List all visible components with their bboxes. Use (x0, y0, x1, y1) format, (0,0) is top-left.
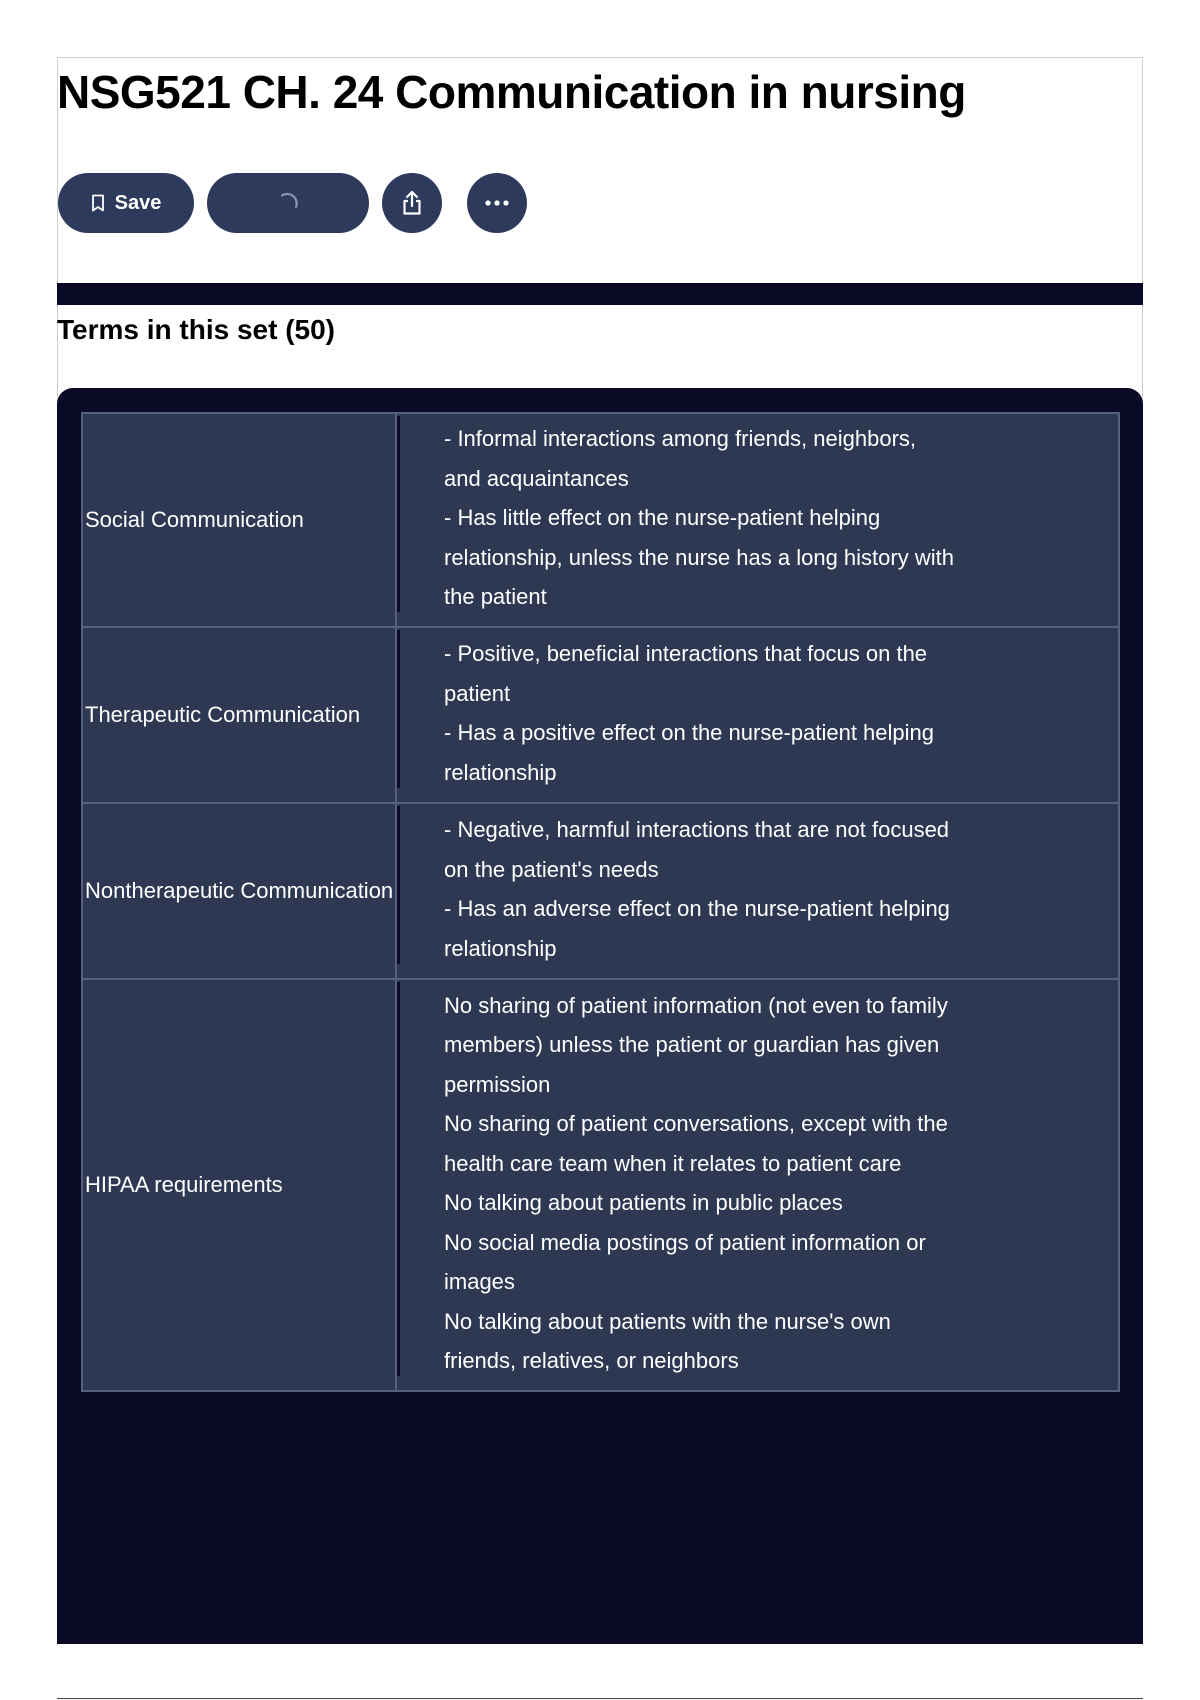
action-toolbar (58, 173, 527, 233)
term-cell: Nontherapeutic Communication (82, 803, 396, 979)
definition-line: - Has a positive effect on the nurse-patient helping (444, 720, 935, 745)
definition-line: No sharing of patient conversations, except with the (444, 1111, 948, 1136)
definition-line: members) unless the patient or guardian has given (444, 1032, 940, 1057)
definition-line: No social media postings of patient information or (444, 1229, 926, 1255)
definition-line: No talking about patients in public places (444, 1190, 843, 1215)
definition-line: relationship (444, 935, 557, 961)
term-cell: Therapeutic Communication (82, 627, 396, 803)
save-button-label: Save (114, 191, 162, 214)
bottom-divider (57, 1698, 1143, 1699)
definition-line: friends, relatives, or neighbors (444, 1348, 739, 1373)
definition-line: images (444, 1269, 515, 1294)
definition-line: the patient (444, 584, 547, 610)
definition-cell (396, 803, 1119, 979)
term-cell: Social Communication (82, 413, 396, 627)
loading-spinner-icon (275, 190, 301, 216)
definition-cell (396, 627, 1119, 803)
definition-cell (396, 413, 1119, 627)
table-row (82, 979, 1119, 1391)
share-icon (397, 188, 427, 218)
terms-table (81, 412, 1120, 1392)
definition-line: - Has little effect on the nurse-patient helping (444, 505, 881, 531)
definition-line: - Informal interactions among friends, neighbors, (444, 426, 917, 452)
definition-line: relationship (444, 759, 557, 785)
loading-button[interactable] (207, 173, 369, 233)
terms-heading: Terms in this set (50) (57, 314, 336, 345)
definition-cell (396, 979, 1119, 1391)
definition-line: - Negative, harmful interactions that are not focused (444, 817, 950, 842)
table-row (82, 803, 1119, 979)
more-options-icon (482, 199, 512, 207)
header-divider-bar (57, 283, 1143, 305)
definition-line: on the patient's needs (444, 856, 659, 882)
definition-line: relationship, unless the nurse has a long history with (444, 544, 954, 570)
save-button[interactable] (58, 173, 194, 233)
definition-line: No sharing of patient information (not even to family (444, 992, 948, 1018)
table-row (82, 627, 1119, 803)
share-button[interactable] (382, 173, 442, 233)
definition-line: - Positive, beneficial interactions that focus on the (444, 641, 928, 666)
definition-line: patient (444, 680, 511, 706)
definition-line: and acquaintances (444, 465, 629, 491)
definition-line: No talking about patients with the nurse's own (444, 1308, 891, 1334)
definition-line: - Has an adverse effect on the nurse-patient helping (444, 896, 950, 921)
definition-line: permission (444, 1071, 551, 1097)
page-title: NSG521 CH. 24 Communication in nursing (57, 66, 966, 118)
table-row (82, 413, 1119, 627)
bookmark-icon (91, 194, 105, 212)
term-cell: HIPAA requirements (82, 979, 396, 1391)
definition-line: health care team when it relates to patient care (444, 1150, 902, 1176)
more-options-button[interactable] (467, 173, 527, 233)
